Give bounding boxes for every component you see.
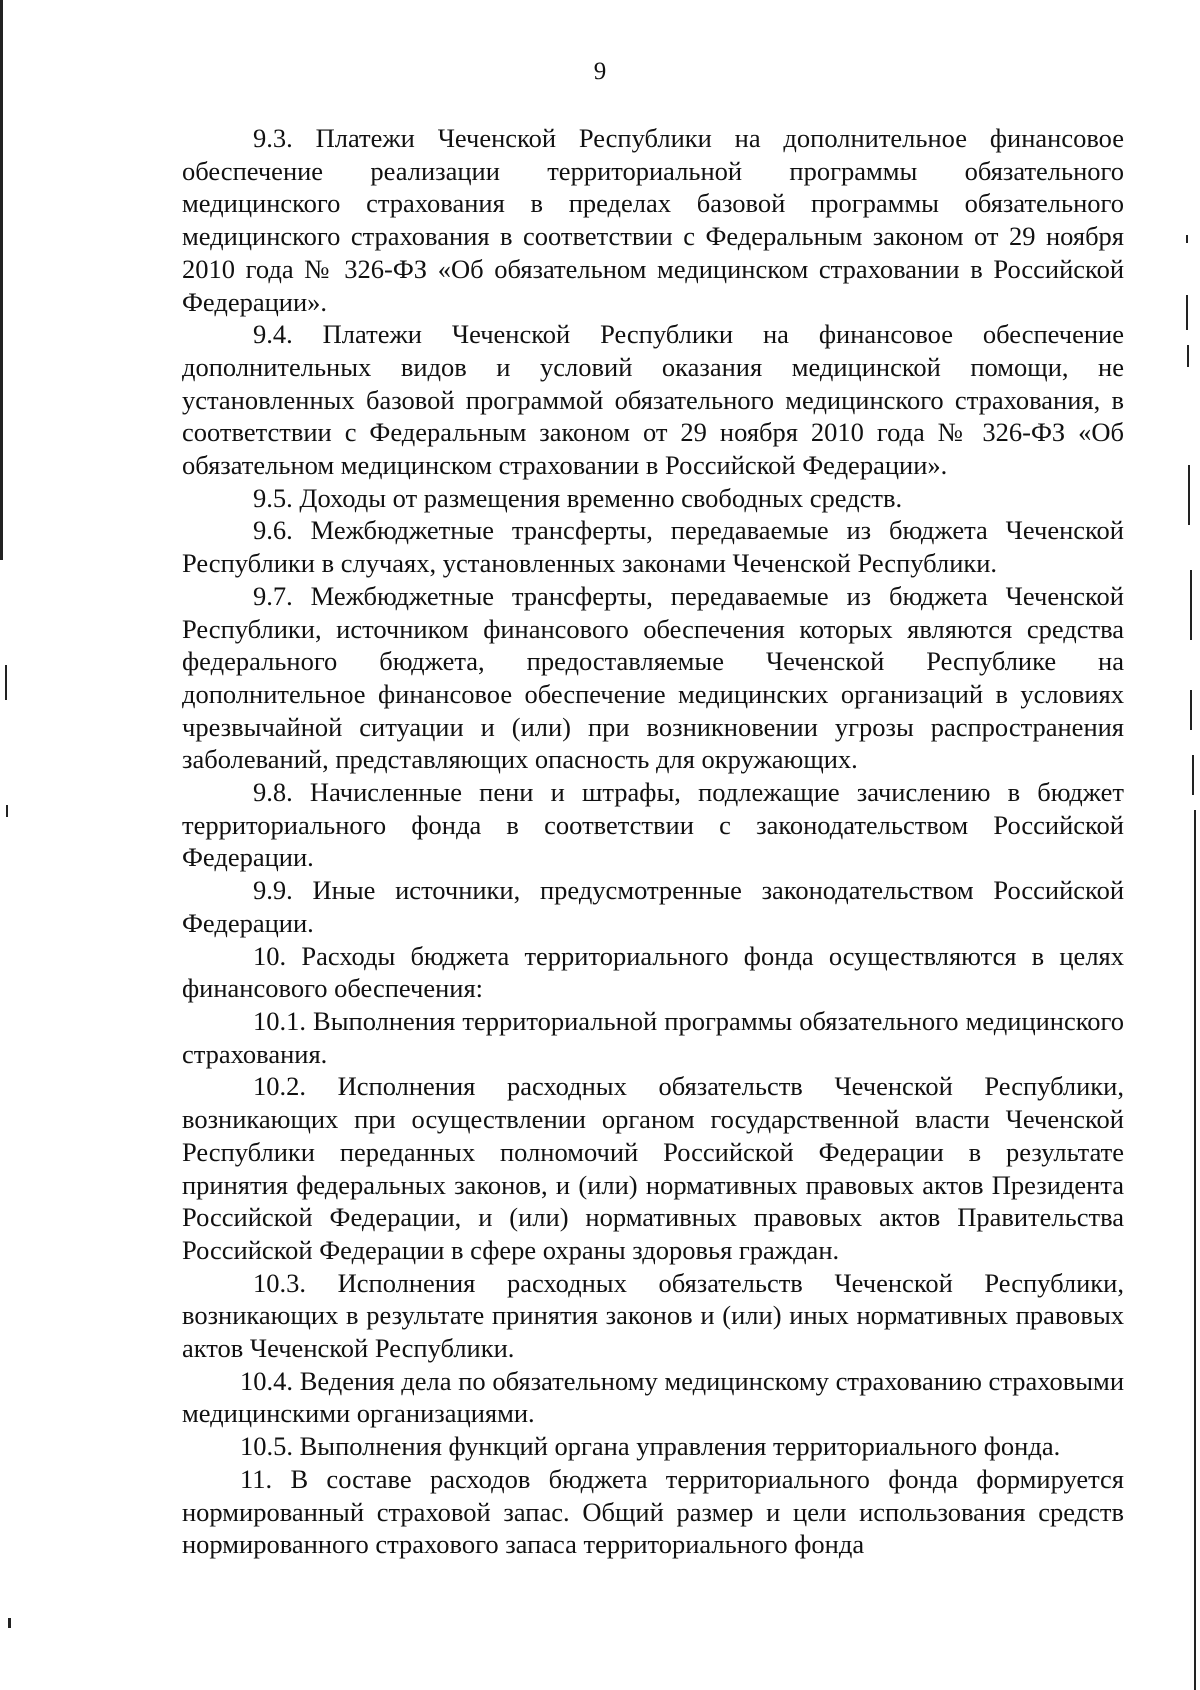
scan-edge-mark [1192, 755, 1194, 795]
scan-edge-mark [6, 805, 8, 817]
paragraph-10-2: 10.2. Исполнения расходных обязательств Чеченской Республики, возникающих при осуществлении органом государственной власти Чеченской Республики переданных полномочий Российской Федерации в результате принятия федеральных законов, и (или) нормативных правовых актов Президента Российской Федерации, и (или) нормативных правовых актов Правительства Российской Федерации в сфере охраны здоровья граждан. [182, 1071, 1124, 1265]
scan-edge-mark [1186, 235, 1188, 243]
paragraph-9-5: 9.5. Доходы от размещения временно свободных средств. [253, 482, 903, 513]
paragraph-9-8: 9.8. Начисленные пени и штрафы, подлежащие зачислению в бюджет территориального фонда в соответствии с законодательством Российской Федерации. [182, 777, 1124, 873]
scan-edge-mark [1187, 345, 1189, 367]
paragraph-10-3: 10.3. Исполнения расходных обязательств Чеченской Республики, возникающих в результате принятия законов и (или) иных нормативных правовых актов Чеченской Республики. [182, 1267, 1124, 1364]
paragraph-10-1: 10.1. Выполнения территориальной программы обязательного медицинского страхования. [182, 1005, 1124, 1069]
scan-edge-mark [0, 0, 3, 560]
paragraph-9-7: 9.7. Межбюджетные трансферты, передаваемые из бюджета Чеченской Республики, источником финансового обеспечения которых являются средства федерального бюджета, предоставляемые Чеченской Республике на дополнительное финансовое обеспечение медицинских организаций в условиях чрезвычайной ситуации и (или) при возникновении угрозы распространения заболеваний, представляющих опасность для окружающих. [182, 580, 1124, 775]
paragraph-10-4: 10.4. Ведения дела по обязательному медицинскому страхованию страховыми медицинскими организациями. [182, 1365, 1124, 1429]
paragraph-11: 11. В составе расходов бюджета территориального фонда формируется нормированный страховой запас. Общий размер и цели использования средств нормированного страхового запаса территориального фонда [182, 1463, 1124, 1560]
scan-edge-mark [5, 665, 7, 700]
paragraph-9-9: 9.9. Иные источники, предусмотренные законодательством Российской Федерации. [182, 875, 1124, 938]
paragraph-9-6: 9.6. Межбюджетные трансферты, передаваемые из бюджета Чеченской Республики в случаях, установленных законами Чеченской Республики. [182, 515, 1124, 579]
paragraph-10: 10. Расходы бюджета территориального фонда осуществляются в целях финансового обеспечения: [182, 940, 1124, 1004]
scan-edge-mark [1194, 810, 1196, 1690]
paragraph-9-4: 9.4. Платежи Чеченской Республики на финансовое обеспечение дополнительных видов и условий оказания медицинской помощи, не установленных базовой программой обязательного медицинского страхования, в соответствии с Федеральным законом от 29 ноября 2010 года № 326-ФЗ «Об обязательном медицинском страховании в Российской Федерации». [182, 319, 1124, 481]
scan-edge-mark [8, 1618, 11, 1628]
document-body [182, 122, 1124, 1561]
paragraph-9-3: 9.3. Платежи Чеченской Республики на дополнительное финансовое обеспечение реализации территориальной программы обязательного медицинского страхования в пределах базовой программы обязательного медицинского страхования в соответствии с Федеральным законом от 29 ноября 2010 года № 326-ФЗ «Об обязательном медицинском страховании в Российской Федерации». [182, 123, 1124, 317]
page-number: 9 [593, 58, 607, 85]
scan-edge-mark [1190, 570, 1192, 640]
paragraph-10-5: 10.5. Выполнения функций органа управления территориального фонда. [240, 1431, 1061, 1462]
scan-edge-mark [1188, 465, 1190, 525]
scan-edge-mark [1190, 690, 1192, 730]
scan-edge-mark [1186, 295, 1188, 330]
